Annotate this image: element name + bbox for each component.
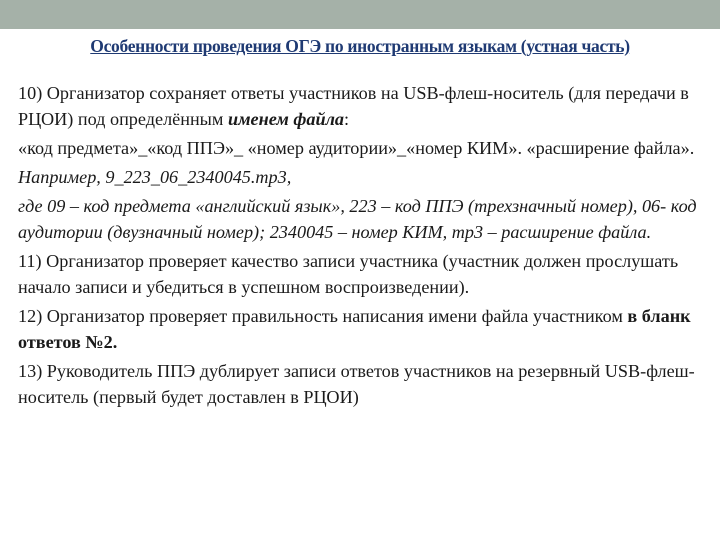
item-10 — [18, 80, 708, 132]
item-10-colon: : — [344, 109, 350, 129]
item-10-text: 10) Организатор сохраняет ответы участников на USB-флеш-носитель (для передачи в РЦОИ) под определённым — [18, 83, 689, 129]
item-12 — [18, 303, 708, 355]
item-12-emphasis: в бланк ответов №2. — [18, 306, 691, 352]
example-line: Например, 9_223_06_2340045.mp3, — [18, 167, 292, 187]
item-13: 13) Руководитель ППЭ дублирует записи ответов участников на резервный USB-флеш-носитель (первый будет доставлен в РЦОИ) — [18, 361, 695, 407]
example-explanation: где 09 – код предмета «английский язык», 223 – код ППЭ (трехзначный номер), 06- код аудитории (двузначный номер); 2340045 – номер КИМ, mp3 – расширение файла. — [18, 196, 697, 242]
top-decor-bar — [0, 0, 720, 29]
slide-title: Особенности проведения ОГЭ по иностранным языкам (устная часть) — [90, 36, 630, 56]
slide-body — [18, 80, 708, 413]
item-12-text: 12) Организатор проверяет правильность написания имени файла участником — [18, 306, 628, 326]
item-10-emphasis: именем файла — [227, 109, 344, 129]
file-name-format: «код предмета»_«код ППЭ»_ «номер аудитории»_«номер КИМ». «расширение файла». — [18, 138, 695, 158]
item-11: 11) Организатор проверяет качество записи участника (участник должен прослушать начало записи и убедиться в успешном воспроизведении). — [18, 251, 679, 297]
